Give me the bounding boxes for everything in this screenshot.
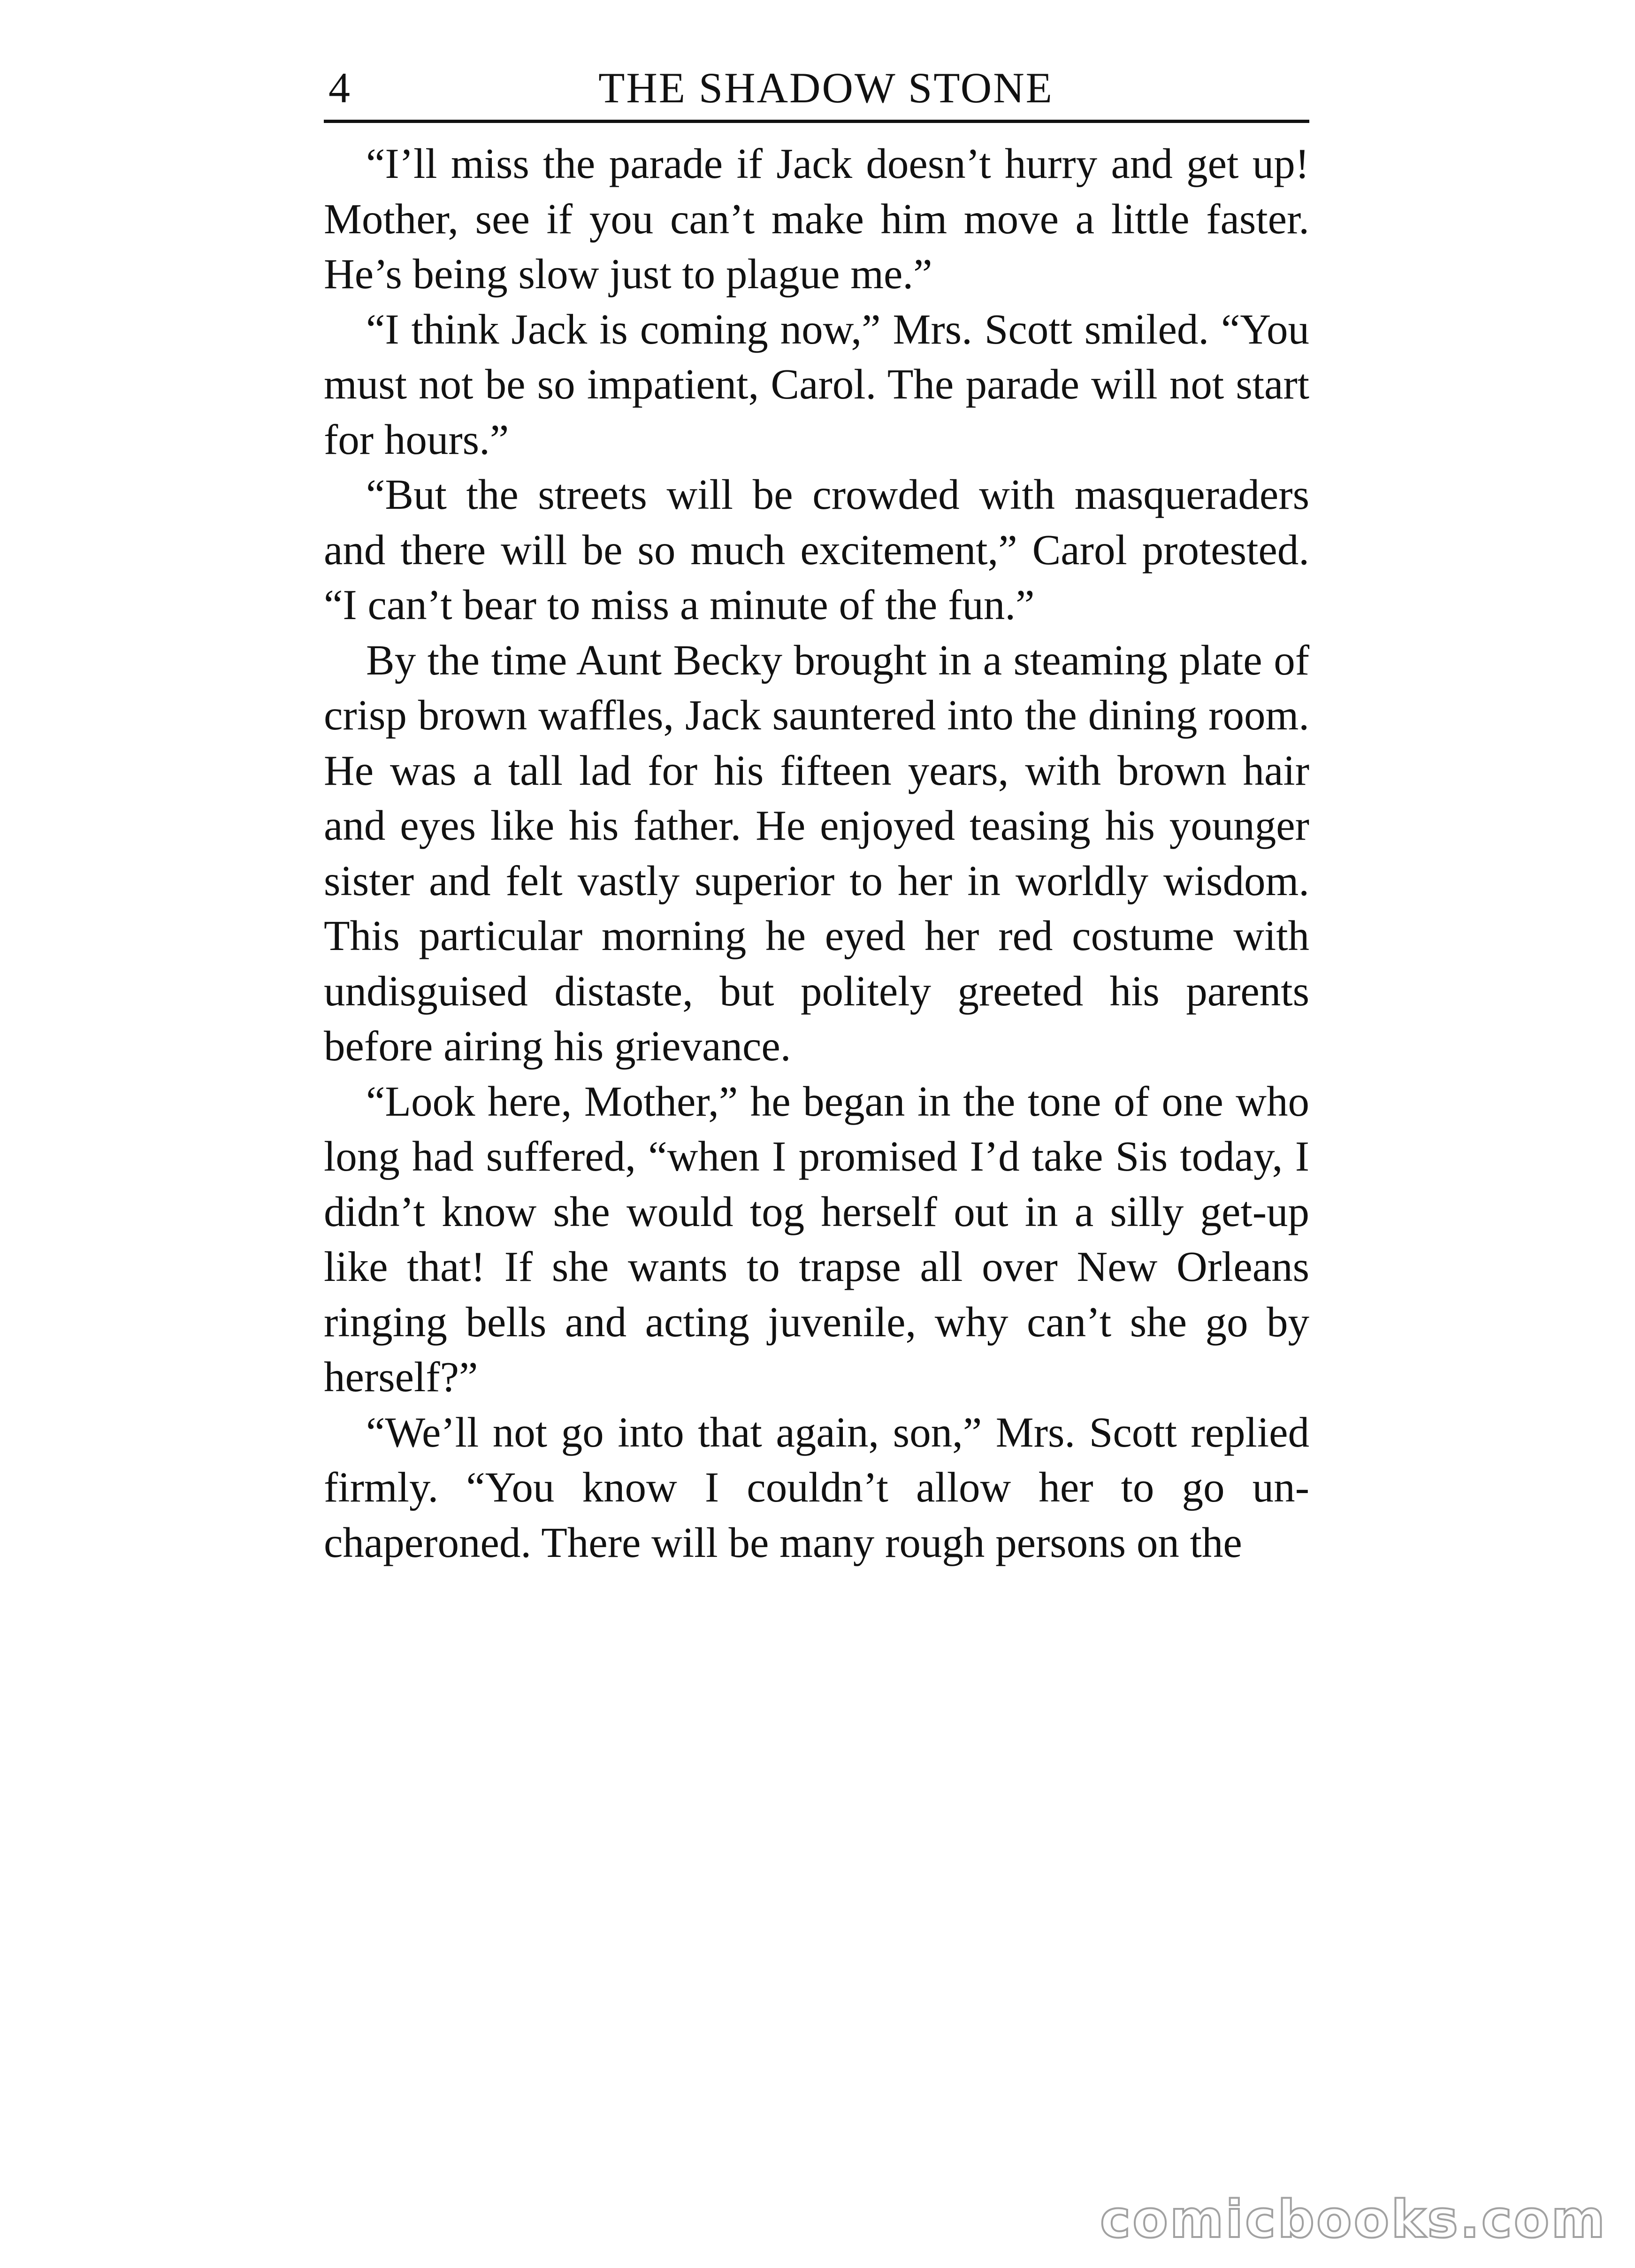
paragraph: “I think Jack is coming now,” Mrs. Scott smiled. “You must not be so impatient, Carol. The parade will not start for hours.” [324,305,1309,463]
paragraph: By the time Aunt Becky brought in a steaming plate of crisp brown waffles, Jack sauntered into the dining room. He was a tall lad for his fifteen years, with brown hair and eyes like his father. He enjoyed teasing his younger sister and felt vastly superior to her in worldly wisdom. This particular morning he eyed her red costume with undisguised distaste, but politely greeted his parents before airing his grievance. [324,636,1309,1070]
body-text [324,136,1309,1570]
book-title: THE SHADOW STONE [598,64,1054,112]
page-number: 4 [329,64,350,112]
running-head [324,56,1309,123]
paragraph: “Look here, Mother,” he began in the tone of one who long had suffered, “when I promised I’d take Sis today, I didn’t know she would tog herself out in a silly get-up like that! If she wants to trapse all over New Orleans ringing bells and acting juvenile, why can’t she go by herself?” [324,1077,1309,1401]
watermark: comicbooks.com [1100,2189,1607,2249]
paragraph: “I’ll miss the parade if Jack doesn’t hurry and get up! Mother, see if you can’t make him move a little faster. He’s being slow just to plague me.” [324,140,1309,298]
paragraph: “We’ll not go into that again, son,” Mrs. Scott replied firmly. “You know I couldn’t allow her to go unchaperoned. There will be many rough persons on the [324,1408,1309,1566]
paragraph: “But the streets will be crowded with masqueraders and there will be so much excitement,” Carol protested. “I can’t bear to miss a minute of the fun.” [324,471,1309,628]
